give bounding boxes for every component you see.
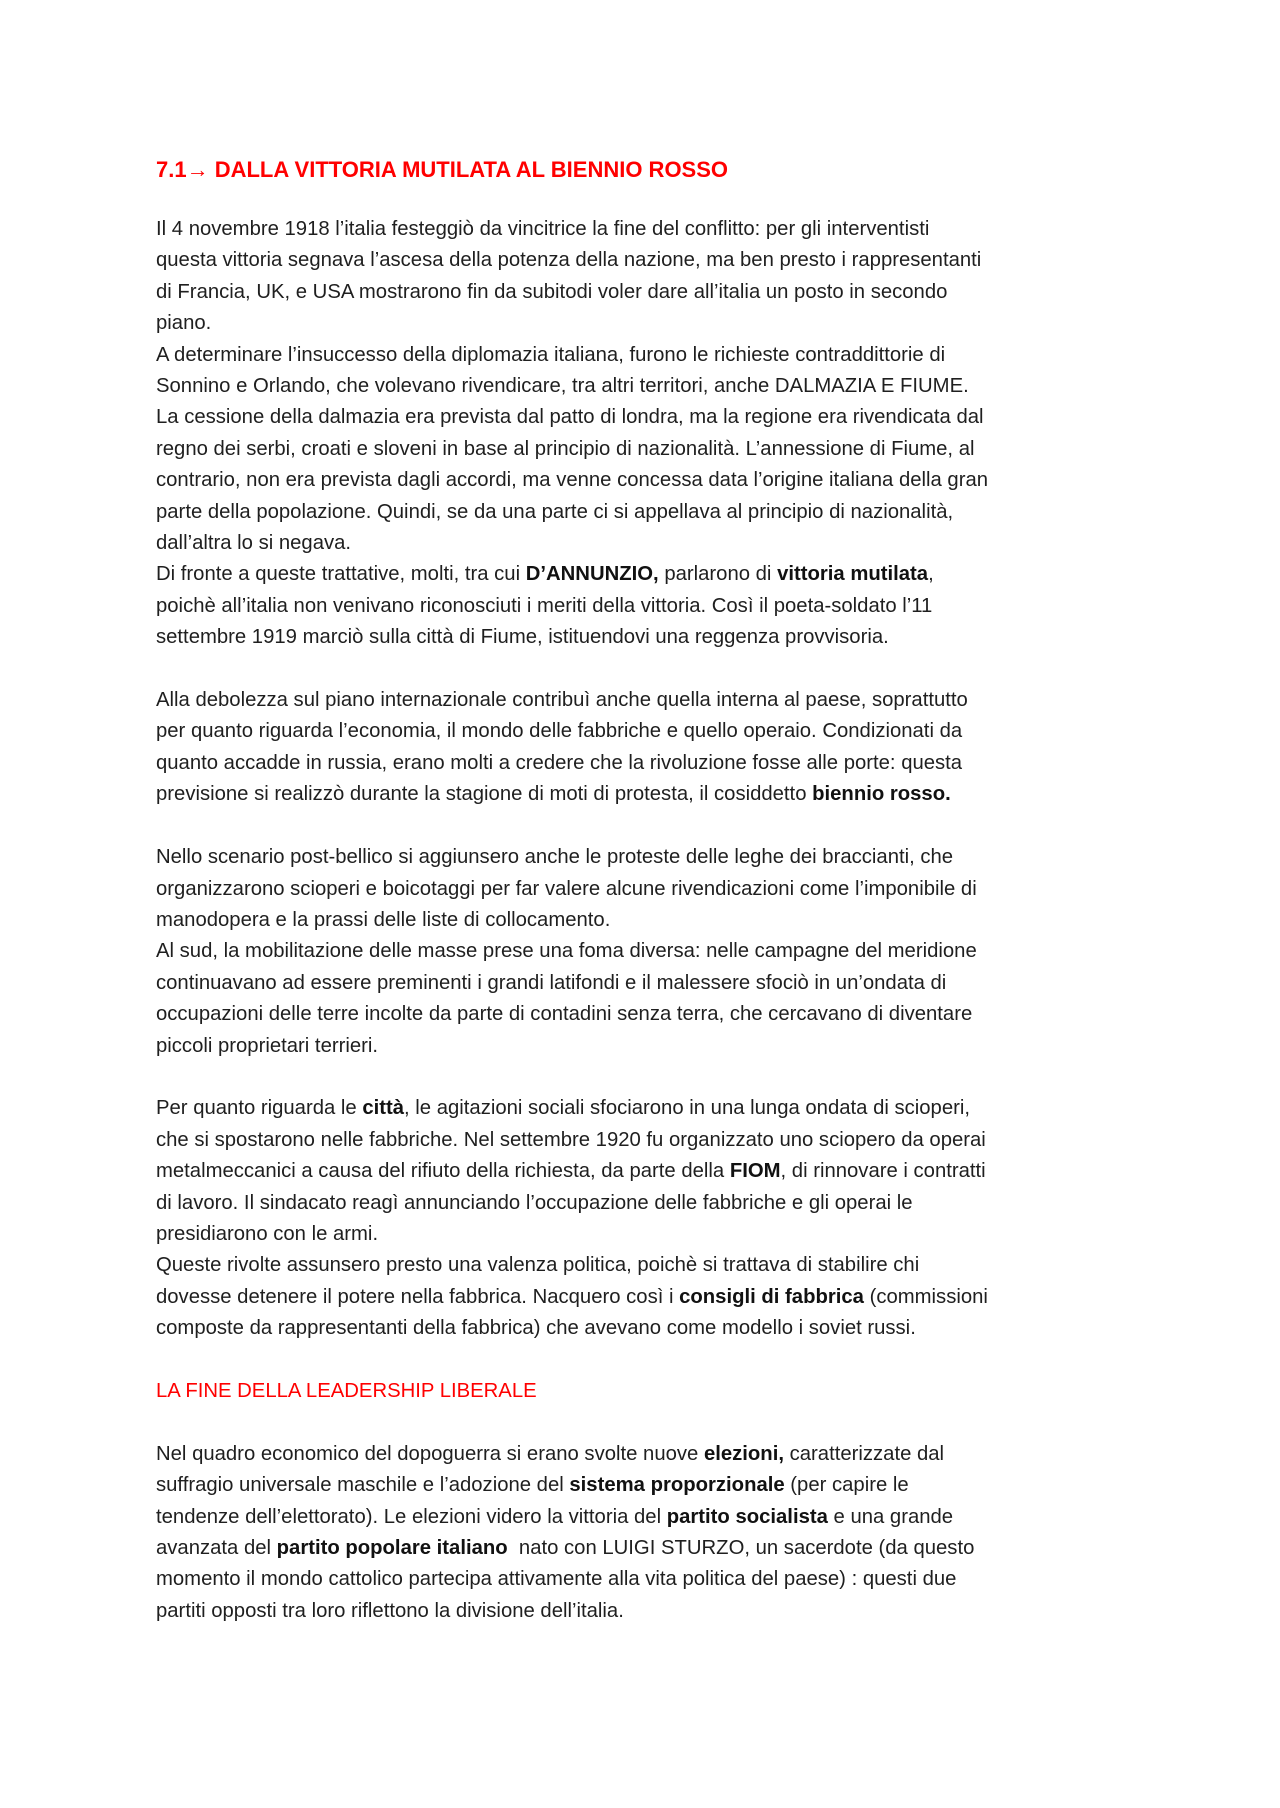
subsection-heading: LA FINE DELLA LEADERSHIP LIBERALE bbox=[156, 1379, 537, 1402]
paragraph-diplomacy bbox=[156, 340, 1136, 560]
text-line: Sonnino e Orlando, che volevano rivendicare, tra altri territori, anche DALMAZIA E FIUME. bbox=[156, 375, 969, 398]
text-line: parte della popolazione. Quindi, se da una parte ci si appellava al principio di nazionalità, bbox=[156, 500, 954, 523]
paragraph-consigli bbox=[156, 1250, 1136, 1344]
text-line: dovesse detenere il potere nella fabbrica. Nacquero così i consigli di fabbrica (commissioni bbox=[156, 1285, 988, 1308]
text-line: poichè all’italia non venivano riconosciuti i meriti della vittoria. Così il poeta-soldato l’11 bbox=[156, 594, 933, 617]
text-line: Di fronte a queste trattative, molti, tra cui D’ANNUNZIO, parlarono di vittoria mutilata, bbox=[156, 563, 934, 586]
section-heading: 7.1→ DALLA VITTORIA MUTILATA AL BIENNIO ROSSO bbox=[156, 157, 729, 182]
text-line: avanzata del partito popolare italiano nato con LUIGI STURZO, un sacerdote (da questo bbox=[156, 1536, 975, 1559]
text-line: settembre 1919 marciò sulla città di Fiume, istituendovi una reggenza provvisoria. bbox=[156, 626, 889, 649]
bold-sistema-proporzionale: sistema proporzionale bbox=[569, 1474, 785, 1497]
paragraph-sud bbox=[156, 936, 1136, 1062]
text-line: previsione si realizzò durante la stagione di moti di protesta, il cosiddetto biennio rosso. bbox=[156, 783, 951, 806]
paragraph-citta bbox=[156, 1093, 1136, 1250]
text-line: Nel quadro economico del dopoguerra si erano svolte nuove elezioni, caratterizzate dal bbox=[156, 1442, 945, 1465]
text-line: di lavoro. Il sindacato reagì annunciando l’occupazione delle fabbriche e gli operai le bbox=[156, 1191, 913, 1214]
bold-consigli-di-fabbrica: consigli di fabbrica bbox=[679, 1285, 864, 1308]
document-body bbox=[156, 154, 1136, 1627]
text-line: Al sud, la mobilitazione delle masse prese una foma diversa: nelle campagne del meridione bbox=[156, 940, 977, 963]
text-line: composte da rappresentanti della fabbrica) che avevano come modello i soviet russi. bbox=[156, 1317, 916, 1340]
text-line: momento il mondo cattolico partecipa attivamente alla vita politica del paese) : questi due bbox=[156, 1568, 957, 1591]
text-line: di Francia, UK, e USA mostrarono fin da subitodi voler dare all’italia un posto in secondo bbox=[156, 280, 948, 303]
text-line: Per quanto riguarda le città, le agitazioni sociali sfociarono in una lunga ondata di scioperi, bbox=[156, 1097, 971, 1120]
text-line: Queste rivolte assunsero presto una valenza politica, poichè si trattava di stabilire chi bbox=[156, 1254, 920, 1277]
bold-citta: città bbox=[362, 1097, 405, 1120]
text-line: A determinare l’insuccesso della diplomazia italiana, furono le richieste contraddittorie di bbox=[156, 343, 946, 366]
text-line: suffragio universale maschile e l’adozione del sistema proporzionale (per capire le bbox=[156, 1474, 909, 1497]
paragraph-biennio-rosso bbox=[156, 685, 1136, 811]
bold-vittoria-mutilata: vittoria mutilata bbox=[777, 563, 929, 586]
text-line: piccoli proprietari terrieri. bbox=[156, 1034, 379, 1057]
bold-partito-socialista: partito socialista bbox=[666, 1505, 828, 1528]
bold-dannunzio: D’ANNUNZIO, bbox=[525, 563, 659, 586]
text-line: regno dei serbi, croati e sloveni in base al principio di nazionalità. L’annessione di Fiume, al bbox=[156, 437, 975, 460]
text-line: manodopera e la prassi delle liste di collocamento. bbox=[156, 908, 611, 931]
bold-fiom: FIOM bbox=[729, 1160, 781, 1183]
text-line: La cessione della dalmazia era prevista dal patto di londra, ma la regione era rivendicata dal bbox=[156, 406, 984, 429]
text-line: continuavano ad essere preminenti i grandi latifondi e il malessere sfociò in un’ondata di bbox=[156, 971, 947, 994]
paragraph-armistice bbox=[156, 214, 1136, 340]
text-line: partiti opposti tra loro riflettono la divisione dell’italia. bbox=[156, 1599, 624, 1622]
text-line: dall’altra lo si negava. bbox=[156, 532, 352, 555]
text-line: metalmeccanici a causa del rifiuto della richiesta, da parte della FIOM, di rinnovare i contratti bbox=[156, 1160, 986, 1183]
text-line: Alla debolezza sul piano internazionale contribuì anche quella interna al paese, soprattutto bbox=[156, 689, 968, 712]
text-line: Nello scenario post-bellico si aggiunsero anche le proteste delle leghe dei braccianti, che bbox=[156, 846, 954, 869]
bold-partito-popolare: partito popolare italiano bbox=[276, 1536, 508, 1559]
text-line: per quanto riguarda l’economia, il mondo delle fabbriche e quello operaio. Condizionati da bbox=[156, 720, 963, 743]
text-line: tendenze dell’elettorato). Le elezioni videro la vittoria del partito socialista e una grande bbox=[156, 1505, 954, 1528]
text-line: quanto accadde in russia, erano molti a credere che la rivoluzione fosse alle porte: questa bbox=[156, 751, 963, 774]
paragraph-vittoria-mutilata bbox=[156, 559, 1136, 653]
text-line: che si spostarono nelle fabbriche. Nel settembre 1920 fu organizzato uno sciopero da operai bbox=[156, 1128, 986, 1151]
bold-biennio-rosso: biennio rosso. bbox=[812, 783, 951, 806]
text-line: presidiarono con le armi. bbox=[156, 1222, 379, 1245]
text-line: occupazioni delle terre incolte da parte di contadini senza terra, che cercavano di diventare bbox=[156, 1003, 973, 1026]
text-line: questa vittoria segnava l’ascesa della potenza della nazione, ma ben presto i rappresentanti bbox=[156, 249, 982, 272]
text-line: organizzarono scioperi e boicotaggi per far valere alcune rivendicazioni come l’imponibile di bbox=[156, 877, 977, 900]
paragraph-elezioni bbox=[156, 1439, 1136, 1627]
text-line: piano. bbox=[156, 312, 212, 335]
paragraph-braccianti bbox=[156, 842, 1136, 936]
text-line: Il 4 novembre 1918 l’italia festeggiò da vincitrice la fine del conflitto: per gli interventisti bbox=[156, 218, 930, 240]
text-line: contrario, non era prevista dagli accordi, ma venne concessa data l’origine italiana della gran bbox=[156, 469, 989, 492]
bold-elezioni: elezioni, bbox=[703, 1442, 784, 1465]
